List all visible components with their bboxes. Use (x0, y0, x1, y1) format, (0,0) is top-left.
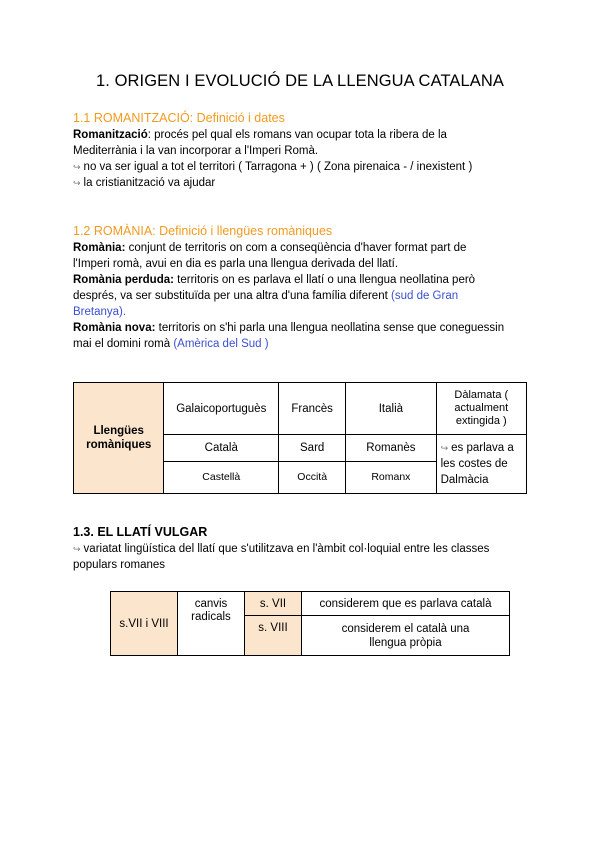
language-cell: Romanx (346, 461, 436, 493)
arrow-icon: ↪ (73, 544, 81, 554)
bullet-item (73, 160, 472, 174)
romanitzacio-definition (73, 128, 447, 142)
romania-perduda-term: Romània perduda: (73, 274, 174, 286)
section-2-title: 1.2 ROMÀNIA: Definició i llengües romàniques (73, 224, 333, 238)
page-title: 1. ORIGEN I EVOLUCIÓ DE LA LLENGUA CATALANA (95, 72, 505, 90)
example-note: (Amèrica del Sud ) (173, 338, 269, 350)
table-header-cell: Llengües romàniques (74, 383, 164, 494)
century-cell: s. VIII (245, 616, 302, 656)
romania-nova-term: Romània nova: (73, 322, 156, 334)
romania-perduda-text2: després, va ser substituïda per una altra d'una família diferent (73, 290, 391, 302)
section-1-title: 1.1 ROMANITZACIÓ: Definició i dates (73, 111, 285, 125)
arrow-icon: ↪ (440, 443, 449, 454)
description-cell: considerem el català una llengua pròpia (302, 616, 510, 656)
bullet-text: variatat lingüística del llatí que s'utilitzava en l'àmbit col·loquial entre les classes (83, 543, 490, 555)
language-cell: Sard (279, 435, 346, 461)
bullet-text-continued: populars romanes (73, 559, 166, 571)
section-3-title: 1.3. EL LLATÍ VULGAR (73, 525, 208, 539)
romania-nova-text: territoris on s'hi parla una llengua neollatina sense que coneguessin (155, 322, 505, 334)
romania-nova-text2: mai el domini romà (73, 338, 174, 350)
romanitzacio-def-text: : procés pel qual els romans van ocupar tota la ribera de la (147, 129, 447, 141)
arrow-icon: ↪ (73, 162, 81, 172)
romania-def-text: conjunt de territoris on com a conseqüència d'haver format part de (125, 242, 467, 254)
romania-nova-definition (73, 321, 504, 335)
bullet-item (73, 542, 489, 556)
romania-perduda-definition (73, 273, 475, 287)
language-cell: Galaicoportuguès (164, 383, 279, 435)
example-note-continued: Bretanya). (73, 306, 127, 318)
description-cell: considerem que es parlava català (302, 592, 510, 616)
century-cell: s. VII (245, 592, 302, 616)
romania-term: Romània: (73, 242, 126, 254)
romanitzacio-def-line2: Mediterrània i la van incorporar a l'Imperi Romà. (73, 145, 319, 157)
arrow-icon: ↪ (73, 178, 81, 188)
bullet-text: no va ser igual a tot el territori ( Tarragona + ) ( Zona pirenaica - / inexistent ) (83, 161, 473, 173)
language-cell: Francès (279, 383, 346, 435)
vulgar-latin-table (110, 591, 510, 656)
romania-nova-line2 (73, 337, 269, 351)
changes-cell: canvis radicals (178, 592, 245, 656)
language-cell: Català (164, 435, 279, 461)
language-cell: Occità (279, 461, 346, 493)
romania-def-line2: l'Imperi romà, avui en dia es parla una llengua derivada del llatí. (73, 258, 399, 270)
dalmatian-note-cell (436, 435, 526, 494)
romance-languages-table (73, 382, 527, 494)
bullet-text: la cristianització va ajudar (83, 177, 216, 189)
romanitzacio-term: Romanització (73, 129, 148, 141)
example-note: (sud de Gran (391, 290, 459, 302)
language-cell: Italià (346, 383, 436, 435)
romania-definition (73, 241, 466, 255)
dalmatian-note-text: es parlava a les costes de Dalmàcia (440, 442, 514, 487)
language-cell: Dàlamata ( actualment extingida ) (436, 383, 526, 435)
language-cell: Romanès (346, 435, 436, 461)
romania-perduda-line2 (73, 289, 458, 303)
bullet-item (73, 176, 215, 190)
period-cell: s.VII i VIII (111, 592, 178, 656)
romania-perduda-text: territoris on es parlava el llatí o una llengua neollatina però (173, 274, 476, 286)
language-cell: Castellà (164, 461, 279, 493)
